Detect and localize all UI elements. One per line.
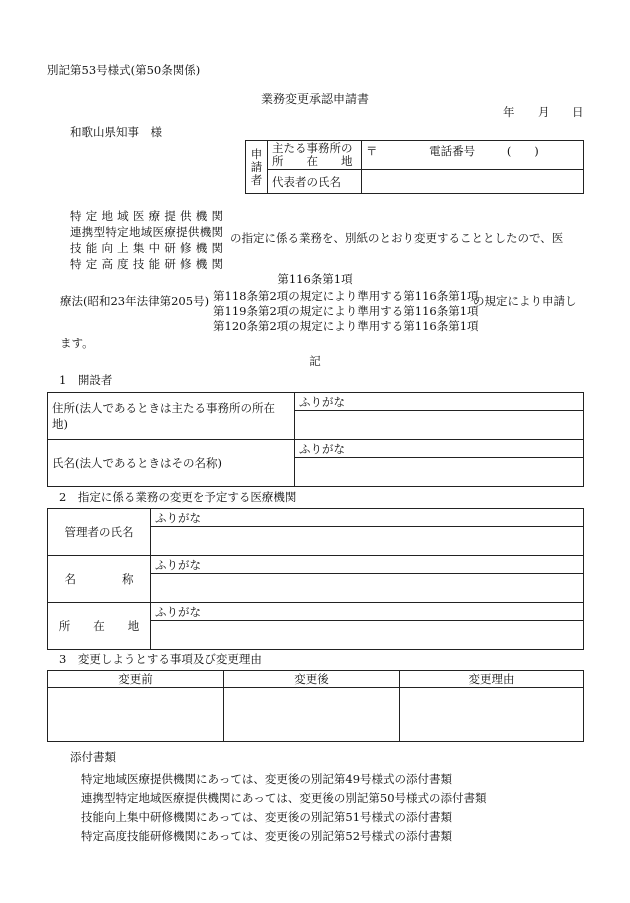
phone-label: 電話番号 (429, 144, 476, 158)
address-field[interactable] (362, 141, 584, 170)
attachment-item: 技能向上集中研修機関にあっては、変更後の別記第51号様式の添付書類 (81, 810, 453, 824)
facility-name-label: 名 称 (48, 556, 151, 603)
section1-table (47, 392, 584, 487)
founder-address-field[interactable] (295, 411, 584, 440)
founder-address-label: 住所(法人であるときは主たる事務所の所在地) (48, 393, 295, 440)
applicant-vertical-label: 申 請 者 (246, 141, 268, 194)
section1-heading: 1 開設者 (59, 373, 113, 387)
date-day: 日 (572, 105, 584, 119)
phone-parens: ( ) (506, 144, 539, 158)
page-title: 業務変更承認申請書 (260, 92, 369, 106)
body-sentence-2: の規定により申請し (473, 294, 577, 308)
attachments-list (81, 770, 487, 846)
facility-location-furigana[interactable]: ふりがな (151, 603, 584, 621)
facility-location-field[interactable] (151, 621, 584, 650)
article-item: 第118条第2項の規定により準用する第116条第1項 (213, 289, 479, 303)
manager-name-label: 管理者の氏名 (48, 509, 151, 556)
section2-heading: 2 指定に係る業務の変更を予定する医療機関 (59, 490, 297, 504)
law-prefix: 療法(昭和23年法律第205号) (60, 294, 210, 308)
founder-name-field[interactable] (295, 458, 584, 487)
before-field[interactable] (48, 688, 224, 742)
article-116: 第116条第1項 (277, 272, 353, 286)
article-item: 第120条第2項の規定により準用する第116条第1項 (213, 319, 479, 333)
institution-type: 特定高度技能研修機関 (70, 257, 223, 271)
reason-field[interactable] (400, 688, 584, 742)
attachment-item: 特定高度技能研修機関にあっては、変更後の別記第52号様式の添付書類 (81, 829, 453, 843)
section3-heading: 3 変更しようとする事項及び変更理由 (59, 652, 262, 666)
col-before-header: 変更前 (48, 671, 224, 688)
after-field[interactable] (224, 688, 400, 742)
record-mark: 記 (309, 354, 321, 368)
representative-label: 代表者の氏名 (268, 170, 362, 194)
body-sentence-1: の指定に係る業務を、別紙のとおり変更することとしたので、医 (230, 231, 564, 245)
founder-name-label: 氏名(法人であるときはその名称) (48, 440, 295, 487)
institution-type: 特定地域医療提供機関 (70, 209, 223, 223)
body-sentence-3: ます。 (60, 336, 94, 350)
applicant-table (245, 140, 584, 194)
attachment-item: 連携型特定地域医療提供機関にあっては、変更後の別記第50号様式の添付書類 (81, 791, 487, 805)
form-number: 別記第53号様式(第50条関係) (47, 63, 201, 77)
representative-field[interactable] (362, 170, 584, 194)
address-label: 主たる事務所の 所 在 地 (268, 141, 362, 170)
postal-mark: 〒 (366, 144, 378, 158)
institution-type: 技能向上集中研修機関 (70, 241, 223, 255)
section2-table (47, 508, 584, 650)
manager-name-field[interactable] (151, 527, 584, 556)
founder-name-furigana[interactable]: ふりがな (295, 440, 584, 458)
article-item: 第119条第2項の規定により準用する第116条第1項 (213, 304, 479, 318)
attachment-item: 特定地域医療提供機関にあっては、変更後の別記第49号様式の添付書類 (81, 772, 453, 786)
manager-name-furigana[interactable]: ふりがな (151, 509, 584, 527)
addressee: 和歌山県知事 様 (70, 125, 162, 139)
institution-type: 連携型特定地域医療提供機関 (70, 225, 223, 239)
col-reason-header: 変更理由 (400, 671, 584, 688)
facility-name-field[interactable] (151, 574, 584, 603)
date-year: 年 (503, 105, 515, 119)
facility-name-furigana[interactable]: ふりがな (151, 556, 584, 574)
date-month: 月 (538, 105, 550, 119)
col-after-header: 変更後 (224, 671, 400, 688)
article-list (213, 289, 479, 334)
institution-type-list (70, 208, 223, 272)
section3-table (47, 670, 584, 742)
founder-address-furigana[interactable]: ふりがな (295, 393, 584, 411)
facility-location-label: 所 在 地 (48, 603, 151, 650)
attachments-heading: 添付書類 (70, 750, 116, 764)
